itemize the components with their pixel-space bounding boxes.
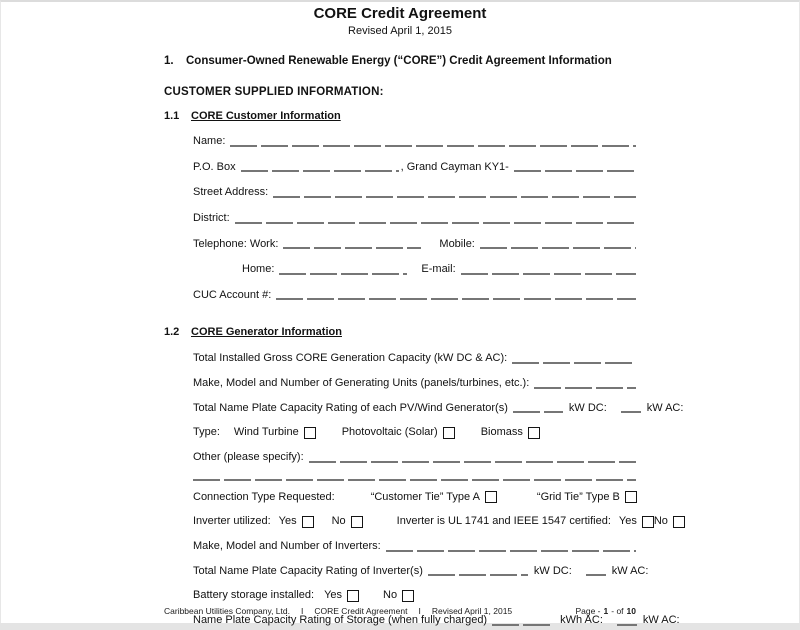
other-continued-blank-field [193,479,636,481]
field-row-gross-capacity [193,352,636,365]
field-row-inverter-utilized [193,515,668,528]
storage-kw-ac-label: kW AC: [642,613,680,626]
footer-page-of: - of [611,606,624,616]
po-box-code-blank-field [514,170,636,172]
section-1-1-heading [164,110,636,122]
generating-units-blank-field [534,387,636,389]
page-footer [164,606,636,616]
certified-yes-label: Yes [618,515,637,528]
cuc-account-label: CUC Account #: [193,288,272,301]
mobile-label: Mobile: [439,237,475,250]
footer-revised-date: Revised April 1, 2015 [431,606,513,616]
inverter-no-label: No [331,515,346,528]
nameplate-generator-label: Total Name Plate Capacity Rating of each PV/Wind Generator(s) [193,401,508,414]
page-title: CORE Credit Agreement [313,5,487,22]
footer-page-label: Page - [575,606,601,616]
section-1-1-number: 1.1 [164,110,180,122]
certified-no-label: No [653,515,668,528]
field-row-po-box [193,161,636,174]
street-address-blank-field [273,196,636,198]
kw-ac-label: kW AC: [646,401,684,414]
work-phone-blank-field [283,247,421,249]
po-box-suffix-label: , Grand Cayman KY1- [400,160,509,173]
home-label: Home: [242,263,275,276]
footer-document-title: CORE Credit Agreement [314,606,408,616]
other-specify-label: Other (please specify): [193,451,304,464]
field-row-nameplate-inverter [193,564,649,578]
field-row-generating-units [193,377,636,390]
battery-yes-label: Yes [324,589,343,602]
po-box-label: P.O. Box [193,160,236,173]
section-1-number: 1. [164,55,174,67]
cuc-account-blank-field [276,298,636,300]
field-row-connection-type [193,491,636,504]
connection-type-label: Connection Type Requested: [193,490,335,503]
section-1-2-title: CORE Generator Information [191,326,342,339]
name-label: Name: [193,135,226,147]
inverters-make-blank-field [386,550,636,552]
field-row-other-continued [193,479,636,482]
footer-company: Caribbean Utilities Company, Ltd. [164,606,290,616]
field-row-street-address [193,186,636,199]
field-row-other-specify [193,451,636,464]
field-row-name [193,135,636,148]
field-row-nameplate-generator [193,401,684,415]
checkbox-certified-no [673,516,685,528]
storage-rating-label: Name Plate Capacity Rating of Storage (when fully charged) [193,613,488,626]
gross-capacity-blank-field [512,362,636,364]
footer-page-total: 10 [626,606,636,616]
district-blank-field [235,222,636,224]
home-phone-blank-field [279,273,407,275]
field-row-battery-storage [193,589,636,602]
checkbox-certified-yes [642,516,654,528]
checkbox-grid-tie-b [625,491,637,503]
field-row-telephone [193,238,636,251]
street-address-label: Street Address: [193,186,269,199]
checkbox-inverter-no [351,516,363,528]
checkbox-inverter-yes [302,516,314,528]
checkbox-battery-yes [347,590,359,602]
checkbox-wind-turbine [304,427,316,439]
nameplate-kw-dc-blank-field [621,411,641,413]
telephone-work-label: Telephone: Work: [193,237,279,250]
footer-separator-2: I [418,606,421,616]
battery-no-label: No [383,589,398,602]
storage-kw-blank-field [617,624,637,626]
district-label: District: [193,211,230,224]
mobile-blank-field [480,247,636,249]
section-1-2-number: 1.2 [164,326,180,339]
customer-tie-label: “Customer Tie” Type A [370,490,480,503]
footer-left [164,606,512,616]
field-row-inverters-make [193,540,636,553]
section-1-title: Consumer-Owned Renewable Energy (“CORE”) Credit Agreement Information [186,55,612,67]
name-blank-field [230,145,636,147]
email-label: E-mail: [421,263,456,276]
section-1-heading [164,55,636,67]
field-row-cuc-account [193,289,636,302]
section-1-1-title: CORE Customer Information [191,110,341,122]
kwh-ac-label: kWh AC: [560,613,603,626]
field-row-district [193,212,636,225]
checkbox-photovoltaic [443,427,455,439]
section-1-2-heading [164,326,636,338]
nameplate-inverter-blank-field [428,574,528,576]
checkbox-battery-no [402,590,414,602]
footer-page-number: 1 [603,606,609,616]
page-subtitle: Revised April 1, 2015 [348,25,452,37]
nameplate-generator-blank-field [513,411,563,413]
gross-capacity-label: Total Installed Gross CORE Generation Capacity (kW DC & AC): [193,352,508,365]
other-specify-blank-field [309,461,636,463]
po-box-blank-field [241,170,399,172]
grid-tie-label: “Grid Tie” Type B [536,490,620,503]
footer-page-indicator [575,606,636,616]
checkbox-customer-tie-a [485,491,497,503]
inverter-kw-dc-blank-field [586,574,606,576]
inverters-make-label: Make, Model and Number of Inverters: [193,539,381,552]
email-blank-field [461,273,636,275]
nameplate-inverter-label: Total Name Plate Capacity Rating of Inverter(s) [193,564,423,577]
footer-separator-1: I [301,606,304,616]
type-wind-label: Wind Turbine [233,426,299,439]
type-label: Type: [193,426,220,439]
generating-units-label: Make, Model and Number of Generating Units (panels/turbines, etc.): [193,377,530,390]
inverter-yes-label: Yes [278,515,297,528]
type-photovoltaic-label: Photovoltaic (Solar) [341,426,438,439]
storage-kwh-blank-field [492,624,554,626]
inverter-kw-ac-label: kW AC: [611,564,649,577]
checkbox-biomass [528,427,540,439]
field-row-generator-type [193,426,636,439]
battery-storage-label: Battery storage installed: [193,589,315,602]
field-row-home-email [193,263,636,276]
certified-label: Inverter is UL 1741 and IEEE 1547 certified: [396,515,611,528]
type-biomass-label: Biomass [480,426,523,439]
inverter-kw-dc-label: kW DC: [533,564,572,577]
kw-dc-label: kW DC: [568,401,607,414]
customer-supplied-heading: CUSTOMER SUPPLIED INFORMATION: [164,86,384,98]
inverter-utilized-label: Inverter utilized: [193,515,271,528]
